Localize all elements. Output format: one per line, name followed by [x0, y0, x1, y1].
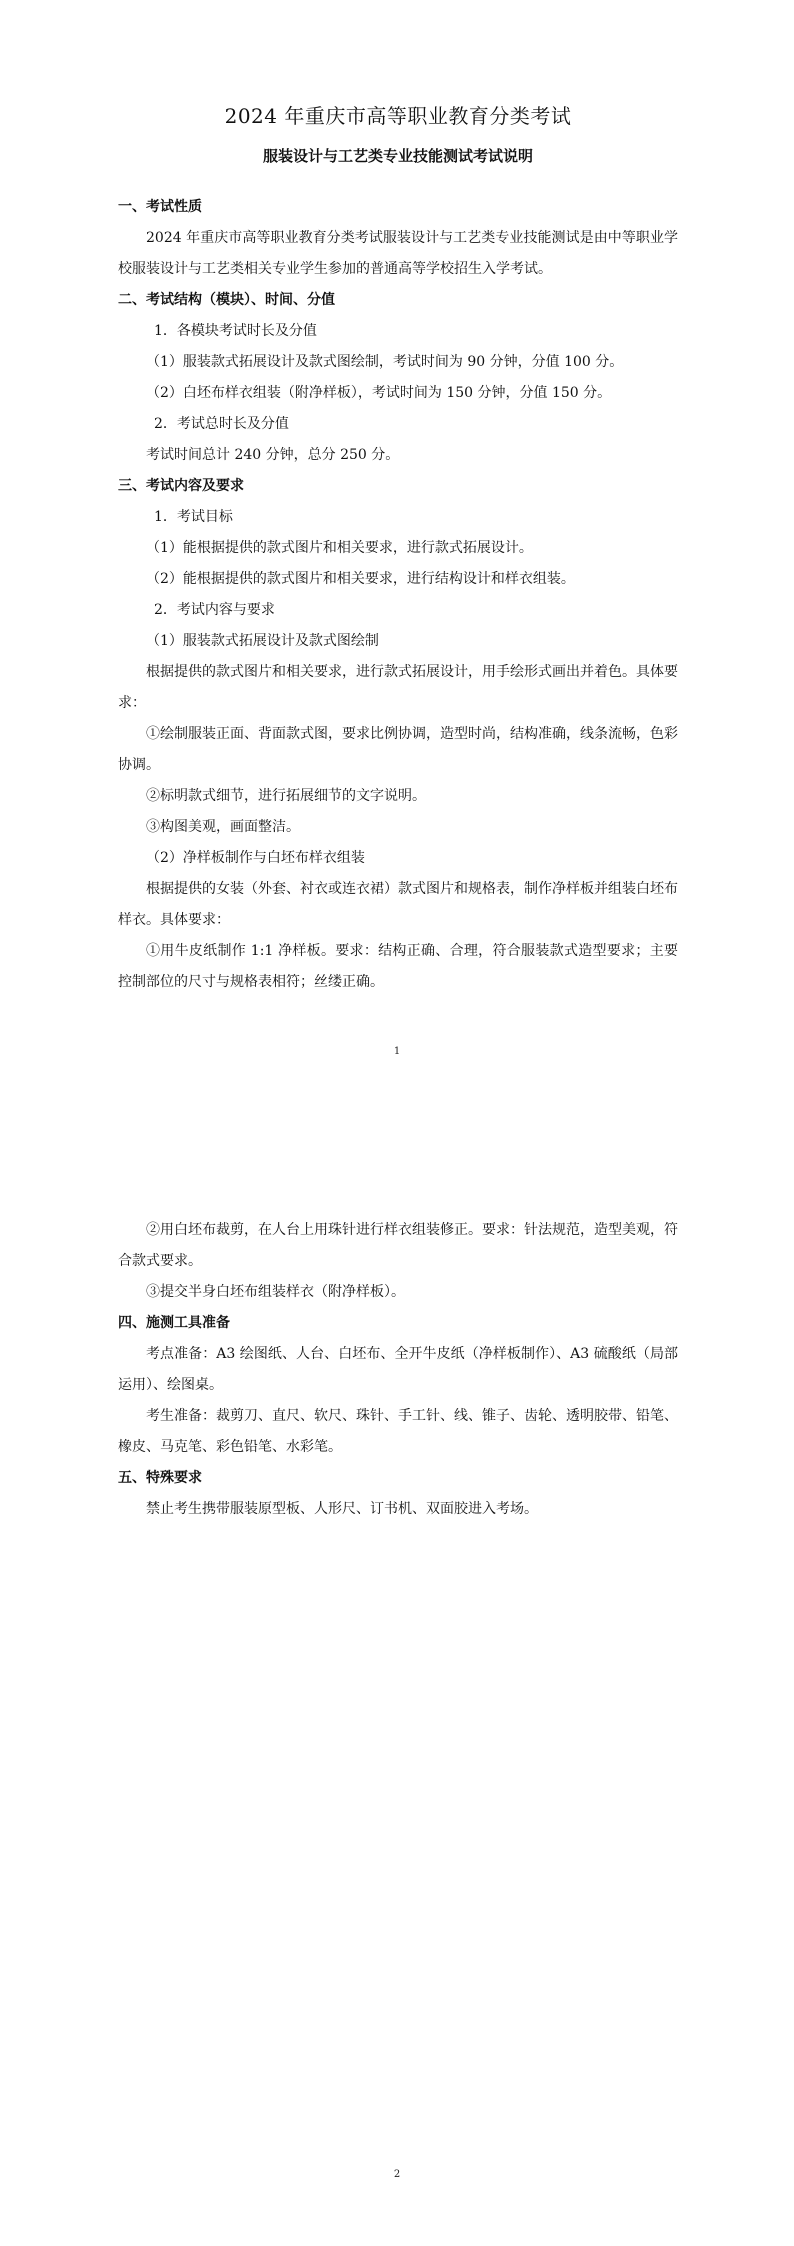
paragraph: （1）服装款式拓展设计及款式图绘制，考试时间为 90 分钟，分值 100 分。 — [146, 354, 624, 370]
paragraph: （2）净样板制作与白坯布样衣组装 — [146, 850, 365, 866]
paragraph: ②用白坯布裁剪，在人台上用珠针进行样衣组装修正。要求：针法规范，造型美观，符合款式要求。 — [118, 1222, 678, 1269]
section-heading-special-requirements: 五、特殊要求 — [118, 1470, 202, 1486]
document-title: 2024 年重庆市高等职业教育分类考试 — [224, 104, 572, 128]
paragraph: ①绘制服装正面、背面款式图，要求比例协调，造型时尚，结构准确，线条流畅，色彩协调。 — [118, 726, 678, 773]
page-1-content — [118, 100, 678, 998]
paragraph: 禁止考生携带服装原型板、人形尺、订书机、双面胶进入考场。 — [146, 1501, 538, 1517]
section-heading-tools: 四、施测工具准备 — [118, 1315, 230, 1331]
paragraph: ②标明款式细节，进行拓展细节的文字说明。 — [146, 788, 426, 804]
paragraph: 考点准备：A3 绘图纸、人台、白坯布、全开牛皮纸（净样板制作）、A3 硫酸纸（局部运用）、绘图桌。 — [118, 1346, 678, 1393]
page-2-content — [118, 1215, 678, 1525]
document-subtitle: 服装设计与工艺类专业技能测试考试说明 — [262, 147, 533, 165]
document-page-2 — [0, 1123, 794, 2246]
paragraph: ③提交半身白坯布组装样衣（附净样板）。 — [146, 1284, 405, 1300]
paragraph: 根据提供的女装（外套、衬衣或连衣裙）款式图片和规格表，制作净样板并组装白坯布样衣。具体要求： — [118, 881, 678, 928]
paragraph: 2024 年重庆市高等职业教育分类考试服装设计与工艺类专业技能测试是由中等职业学校服装设计与工艺类相关专业学生参加的普通高等学校招生入学考试。 — [118, 230, 678, 277]
paragraph: （1）服装款式拓展设计及款式图绘制 — [146, 633, 379, 649]
paragraph: 1．各模块考试时长及分值 — [154, 323, 317, 339]
section-heading-exam-nature: 一、考试性质 — [118, 199, 202, 215]
paragraph: 1．考试目标 — [154, 509, 233, 525]
paragraph: 2．考试内容与要求 — [154, 602, 275, 618]
section-heading-exam-structure: 二、考试结构（模块）、时间、分值 — [118, 292, 335, 308]
section-heading-exam-content: 三、考试内容及要求 — [118, 478, 244, 494]
paragraph: （2）白坯布样衣组装（附净样板），考试时间为 150 分钟，分值 150 分。 — [146, 385, 612, 401]
paragraph: ③构图美观，画面整洁。 — [146, 819, 300, 835]
paragraph: （2）能根据提供的款式图片和相关要求，进行结构设计和样衣组装。 — [146, 571, 575, 587]
page-number: 1 — [393, 1046, 401, 1057]
paragraph: 2．考试总时长及分值 — [154, 416, 289, 432]
page-number: 2 — [393, 2169, 401, 2180]
paragraph: 考生准备：裁剪刀、直尺、软尺、珠针、手工针、线、锥子、齿轮、透明胶带、铅笔、橡皮、马克笔、彩色铅笔、水彩笔。 — [118, 1408, 678, 1455]
paragraph: （1）能根据提供的款式图片和相关要求，进行款式拓展设计。 — [146, 540, 533, 556]
paragraph: ①用牛皮纸制作 1:1 净样板。要求：结构正确、合理，符合服装款式造型要求；主要控制部位的尺寸与规格表相符；丝缕正确。 — [118, 943, 678, 990]
paragraph: 根据提供的款式图片和相关要求，进行款式拓展设计，用手绘形式画出并着色。具体要求： — [118, 664, 678, 711]
paragraph: 考试时间总计 240 分钟，总分 250 分。 — [146, 447, 400, 463]
